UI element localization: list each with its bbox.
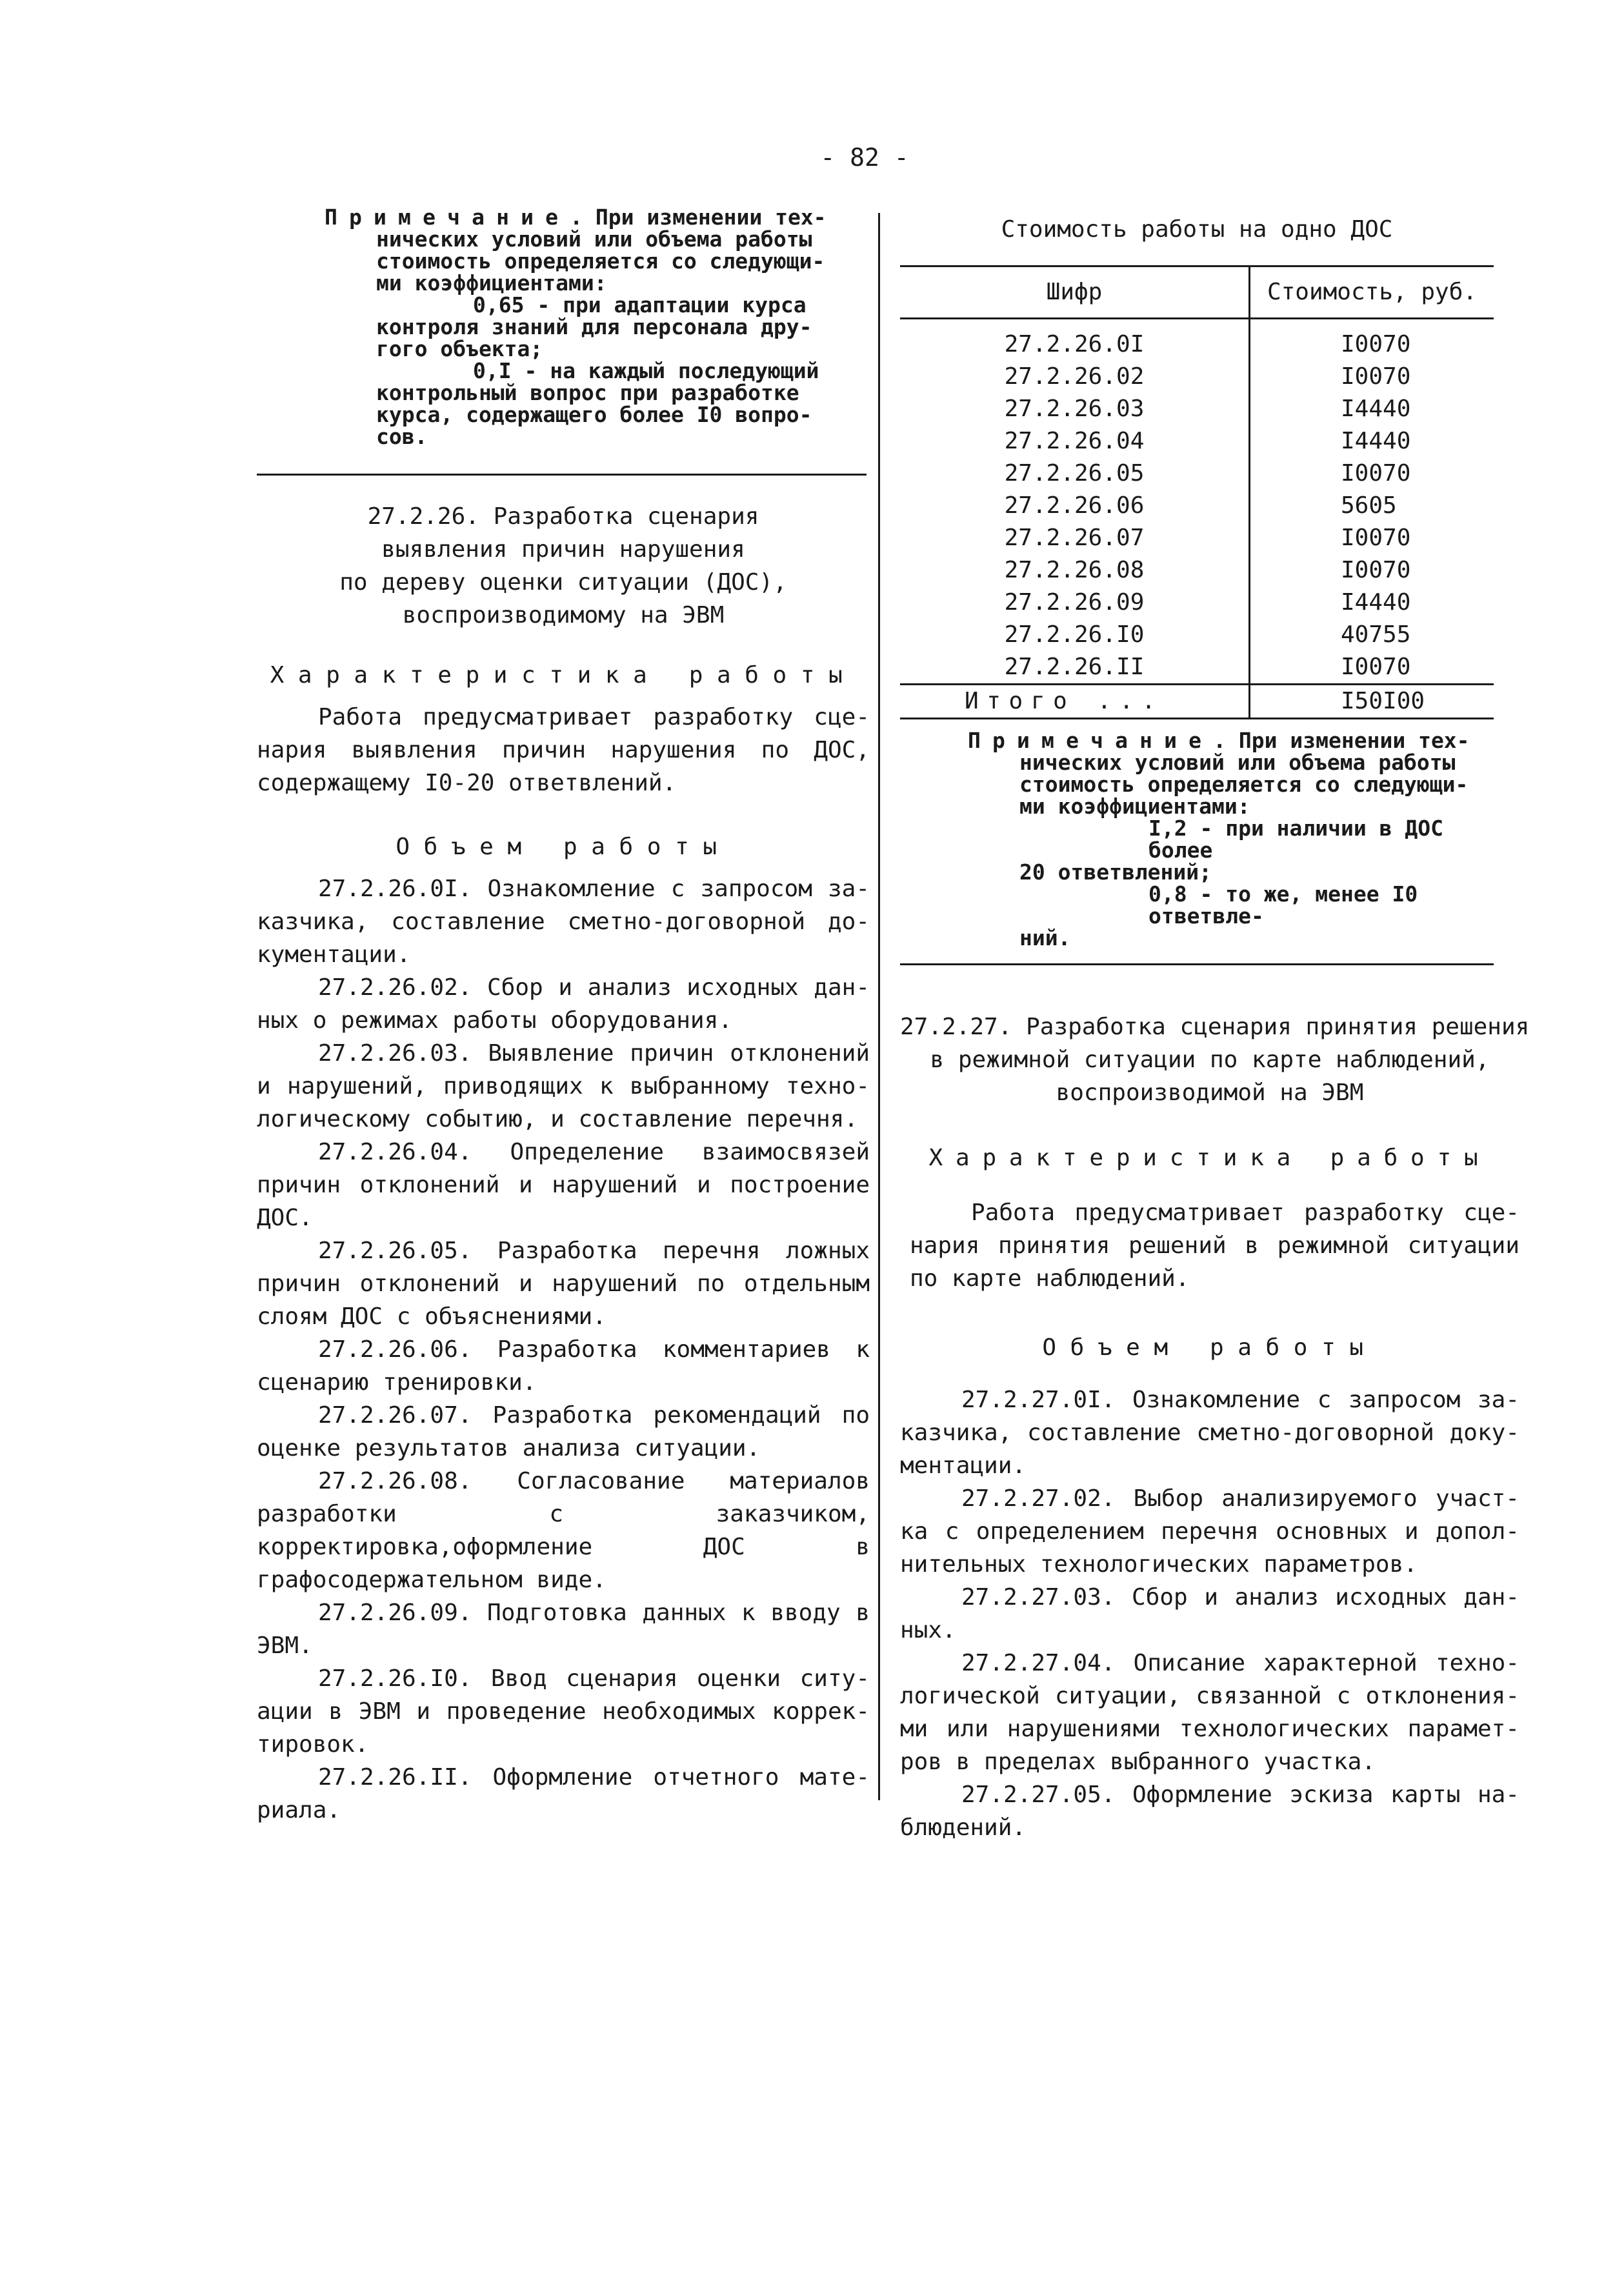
characteristics-text: Работа предусматривает разработку сценария выявления причин нарушения по ДОС, содержащему I0-20 ответвлений. bbox=[257, 704, 870, 796]
total-label: Итого ... bbox=[900, 685, 1250, 719]
table-row: 27.2.26.08 I0070 bbox=[900, 554, 1494, 587]
volume-title: Объем работы bbox=[396, 834, 731, 860]
table-row: 27.2.26.06 5605 bbox=[900, 490, 1494, 522]
left-column bbox=[257, 206, 870, 1827]
note-label: Примечание bbox=[325, 205, 570, 230]
table-row: 27.2.26.09 I4440 bbox=[900, 587, 1494, 619]
note-divider bbox=[257, 474, 867, 476]
characteristics-title: Характеристика работы bbox=[270, 662, 857, 688]
table-row: 27.2.26.04 I4440 bbox=[900, 425, 1494, 457]
right-column bbox=[900, 206, 1530, 1844]
note-divider bbox=[900, 963, 1494, 965]
table-row: 27.2.26.07 I0070 bbox=[900, 522, 1494, 554]
work-item: 27.2.26.I0. Ввод сценария оценки ситуации в ЭВМ и проведение необходимых корректировок. bbox=[257, 1665, 870, 1758]
work-item: 27.2.26.0I. Ознакомление с запросом заказчика, составление сметно-договорной документации. bbox=[257, 876, 870, 968]
page-number: - 82 - bbox=[820, 143, 909, 172]
note-text: нических условий или объема работы стоимость определяется со следующи- ми коэффициентами: 0,65 - при адаптации курса контроля знаний для персонала дру- гого объекта; 0,I - на каждый последующий контрольный вопрос при разработке курса, содержащего более I0 вопро- сов. bbox=[376, 226, 825, 449]
table-header-row bbox=[900, 266, 1494, 319]
work-item: 27.2.27.05. Оформление эскиза карты наблюдений. bbox=[900, 1782, 1519, 1841]
left-note: Примечание. При изменении тех- нических условий или объема работы стоимость определяется со следующи- ми коэффициентами: 0,65 - при адаптации курса контроля знаний для персонала дру- гого объекта; 0,I - на каждый последующий контрольный вопрос при разработке курса, содержащего более I0 вопро- сов. bbox=[325, 206, 867, 448]
work-item: 27.2.26.06. Разработка комментариев к сценарию тренировки. bbox=[257, 1336, 870, 1396]
characteristics-text: Работа предусматривает разработку сценария принятия решений в режимной ситуации по карте наблюдений. bbox=[910, 1200, 1519, 1292]
total-value: I50I00 bbox=[1341, 688, 1425, 714]
column-header-code: Шифр bbox=[900, 266, 1250, 319]
work-item: 27.2.27.02. Выбор анализируемого участка с определением перечня основных и дополнительных технологических параметров. bbox=[900, 1485, 1519, 1578]
work-items bbox=[257, 872, 870, 1827]
column-header-cost: Стоимость, руб. bbox=[1267, 279, 1478, 305]
section-heading: 27.2.26. Разработка сценария выявления причин нарушения по дереву оценки ситуации (ДОС), воспроизводимому на ЭВМ bbox=[339, 503, 787, 628]
right-note: Примечание. При изменении тех- нических условий или объема работы стоимость определяется со следующи- ми коэффициентами: I,2 - при наличии в ДОС более 20 ответвлений; 0,8 - то же, менее I0 ответвле- ний. bbox=[968, 730, 1503, 949]
work-item: 27.2.27.03. Сбор и анализ исходных данных. bbox=[900, 1584, 1519, 1643]
table-total-row bbox=[900, 685, 1494, 719]
work-items bbox=[900, 1383, 1519, 1844]
note-text: нических условий или объема работы стоимость определяется со следующи- ми коэффициентами: I,2 - при наличии в ДОС более 20 ответвлений; 0,8 - то же, менее I0 ответвле- ний. bbox=[1019, 750, 1469, 950]
table-row: 27.2.26.I0 40755 bbox=[900, 619, 1494, 651]
work-item: 27.2.26.II. Оформление отчетного материала. bbox=[257, 1764, 870, 1823]
work-item: 27.2.26.02. Сбор и анализ исходных данных о режимах работы оборудования. bbox=[257, 974, 870, 1034]
work-item: 27.2.27.04. Описание характерной технологической ситуации, связанной с отклонениями или нарушениями технологических параметров в пределах выбранного участка. bbox=[900, 1650, 1519, 1775]
section-heading: 27.2.27. Разработка сценария принятия решения в режимной ситуации по карте наблюдений, воспроизводимой на ЭВМ bbox=[900, 1014, 1530, 1106]
table-row: 27.2.26.05 I0070 bbox=[900, 457, 1494, 490]
work-item: 27.2.26.03. Выявление причин отклонений и нарушений, приводящих к выбранному технологическому событию, и составление перечня. bbox=[257, 1040, 870, 1132]
table-row: 27.2.26.03 I4440 bbox=[900, 393, 1494, 425]
column-divider bbox=[878, 213, 880, 1800]
note-label: Примечание bbox=[968, 728, 1214, 753]
work-item: 27.2.26.04. Определение взаимосвязей причин отклонений и нарушений и построение ДОС. bbox=[257, 1139, 870, 1231]
table-row: 27.2.26.02 I0070 bbox=[900, 361, 1494, 393]
cost-table bbox=[900, 265, 1494, 719]
table-row: 27.2.26.0I I0070 bbox=[900, 319, 1494, 361]
work-item: 27.2.27.0I. Ознакомление с запросом заказчика, составление сметно-договорной документации. bbox=[900, 1387, 1519, 1479]
table-caption: Стоимость работы на одно ДОС bbox=[1001, 216, 1393, 243]
work-item: 27.2.26.07. Разработка рекомендаций по оценке результатов анализа ситуации. bbox=[257, 1402, 870, 1461]
work-item: 27.2.26.09. Подготовка данных к вводу в ЭВМ. bbox=[257, 1600, 870, 1659]
table-row: 27.2.26.II I0070 bbox=[900, 651, 1494, 685]
volume-title: Объем работы bbox=[1042, 1334, 1378, 1361]
work-item: 27.2.26.08. Согласование материалов разработки с заказчиком, корректировка,оформление ДОС в графосодержательном виде. bbox=[257, 1468, 870, 1593]
work-item: 27.2.26.05. Разработка перечня ложных причин отклонений и нарушений по отдельным слоям ДОС с объяснениями. bbox=[257, 1238, 870, 1330]
characteristics-title: Характеристика работы bbox=[928, 1145, 1491, 1171]
